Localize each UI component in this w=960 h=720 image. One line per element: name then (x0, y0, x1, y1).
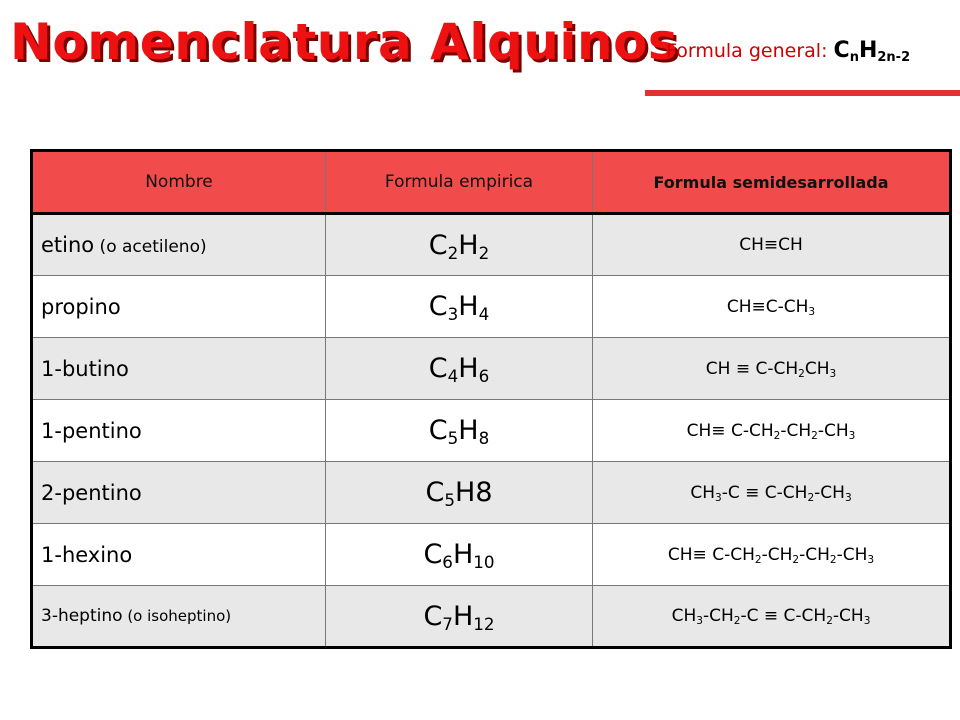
formula-subscript: 2 (829, 553, 837, 566)
general-formula-label: Formula general: (666, 40, 834, 62)
compound-name: 3-heptino (41, 606, 123, 626)
formula-subscript: 6 (478, 366, 490, 387)
cell-formula-empirica (326, 400, 593, 462)
formula-text: H (458, 229, 479, 261)
formula-text: H (458, 291, 479, 322)
cell-formula-empirica (326, 586, 593, 648)
formula-text: H8 (455, 477, 493, 508)
formula-text: C (428, 291, 448, 322)
formula-subscript: 3 (715, 491, 722, 504)
formula-subscript: 3 (447, 304, 459, 325)
general-formula-value (834, 38, 911, 63)
formula-text: -CH (702, 606, 734, 626)
table-row (32, 276, 951, 338)
formula-subscript: 3 (867, 553, 875, 566)
table-row (32, 400, 951, 462)
formula-text: CH (671, 606, 697, 626)
formula-subscript: 5 (444, 490, 456, 511)
formula-text: C (423, 600, 443, 632)
cell-nombre (32, 524, 326, 586)
formula-text: CH≡CH (739, 235, 803, 255)
column-header-formula-semidesarrollada: Formula semidesarrollada (593, 151, 951, 214)
formula-subscript: 3 (844, 491, 852, 504)
formula-text: CH ≡ C-CH (705, 358, 799, 379)
formula-subscript: 2 (792, 553, 800, 566)
general-formula (666, 38, 910, 63)
formula-subscript: 4 (447, 366, 459, 387)
formula-subscript: 8 (478, 428, 490, 449)
formula-text: CH (690, 482, 716, 503)
formula-subscript: 2n-2 (877, 50, 911, 65)
formula-text: -C ≡ C-CH (721, 482, 808, 503)
formula-subscript: 12 (473, 613, 495, 634)
column-header-formula-empirica: Formula empirica (326, 151, 593, 214)
table-row (32, 524, 951, 586)
table-row (32, 338, 951, 400)
table-row (32, 214, 951, 276)
title-underline (645, 90, 960, 96)
formula-text: CH≡ C-CH (667, 544, 755, 565)
cell-formula-empirica (326, 276, 593, 338)
formula-text: H (452, 600, 474, 632)
formula-subscript: 2 (826, 615, 833, 628)
formula-subscript: 3 (696, 615, 703, 628)
page-title: Nomenclatura Alquinos (10, 13, 679, 71)
formula-text: H (452, 539, 474, 570)
compound-name: etino (41, 233, 95, 257)
cell-formula-empirica (326, 462, 593, 524)
cell-formula-semidesarrollada (593, 524, 951, 586)
formula-text: C (428, 415, 448, 446)
formula-text: H (458, 415, 479, 446)
formula-text: -CH (761, 544, 793, 565)
formula-text: CH (804, 358, 830, 379)
formula-text: CH≡ C-CH (686, 420, 774, 441)
formula-text: C (428, 353, 448, 384)
formula-text: C (425, 477, 445, 508)
formula-text: -C ≡ C-CH (740, 606, 827, 626)
formula-text: C (428, 229, 448, 261)
formula-subscript: n (849, 50, 859, 65)
compound-name: 1-butino (41, 356, 129, 381)
formula-text: -CH (814, 482, 845, 503)
formula-text: -CH (832, 606, 864, 626)
table-row (32, 586, 951, 648)
cell-formula-semidesarrollada (593, 400, 951, 462)
formula-subscript: 2 (447, 242, 459, 263)
formula-text: -CH (817, 420, 849, 441)
formula-subscript: 3 (863, 615, 871, 628)
alkyne-table (30, 149, 952, 649)
cell-formula-empirica (326, 338, 593, 400)
formula-subscript: 3 (808, 305, 816, 318)
formula-text: -CH (780, 420, 812, 441)
table-row (32, 462, 951, 524)
cell-formula-semidesarrollada (593, 462, 951, 524)
formula-text: H (458, 353, 479, 384)
column-header-nombre: Nombre (32, 151, 326, 214)
formula-text: -CH (799, 544, 830, 565)
formula-subscript: 2 (811, 429, 818, 442)
formula-text: -CH (836, 544, 868, 565)
cell-nombre (32, 338, 326, 400)
formula-subscript: 2 (733, 615, 741, 628)
compound-name: 2-pentino (41, 480, 142, 505)
table-header-row (32, 151, 951, 214)
cell-formula-semidesarrollada (593, 276, 951, 338)
formula-subscript: 2 (773, 429, 781, 442)
formula-text: CH≡C-CH (726, 296, 809, 317)
cell-formula-empirica (326, 524, 593, 586)
cell-formula-empirica (326, 214, 593, 276)
compound-alt-name: (o isoheptino) (122, 607, 232, 625)
cell-nombre (32, 586, 326, 648)
formula-subscript: 2 (754, 553, 762, 566)
formula-subscript: 2 (478, 242, 490, 263)
compound-name: propino (41, 294, 121, 319)
cell-formula-semidesarrollada (593, 586, 951, 648)
formula-text: H (858, 38, 878, 63)
compound-alt-name: (o acetileno) (94, 237, 207, 257)
formula-subscript: 2 (798, 367, 805, 380)
cell-nombre (32, 276, 326, 338)
cell-nombre (32, 462, 326, 524)
cell-nombre (32, 214, 326, 276)
formula-text: C (423, 539, 443, 570)
formula-subscript: 10 (473, 552, 495, 573)
formula-subscript: 4 (478, 304, 490, 325)
formula-subscript: 7 (442, 613, 453, 634)
formula-subscript: 5 (447, 428, 459, 449)
cell-nombre (32, 400, 326, 462)
cell-formula-semidesarrollada (593, 214, 951, 276)
formula-subscript: 3 (848, 429, 856, 442)
formula-text: C (833, 38, 850, 63)
compound-name: 1-pentino (41, 418, 142, 443)
compound-name: 1-hexino (41, 542, 133, 567)
cell-formula-semidesarrollada (593, 338, 951, 400)
formula-subscript: 6 (442, 552, 453, 573)
formula-subscript: 3 (829, 367, 837, 380)
formula-subscript: 2 (807, 491, 815, 504)
